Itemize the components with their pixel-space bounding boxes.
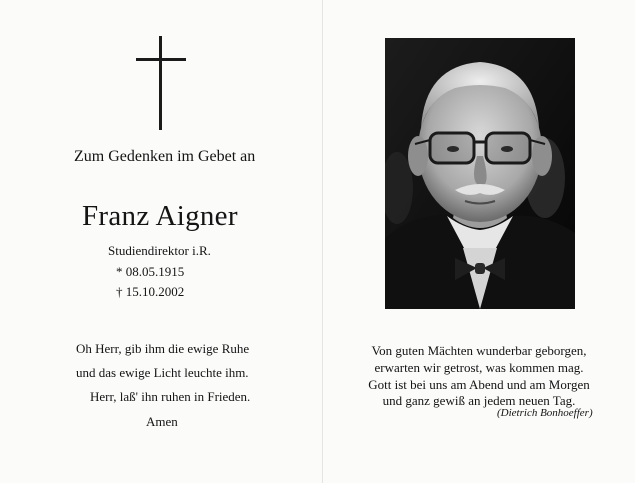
portrait-illustration (385, 38, 575, 309)
prayer-line: Oh Herr, gib ihm die ewige Ruhe (76, 341, 250, 356)
poem-line: erwarten wir getrost, was kommen mag. (374, 360, 584, 375)
memorial-intro: Zum Gedenken im Gebet an (74, 148, 256, 165)
fold-line (322, 0, 323, 483)
death-date: † 15.10.2002 (116, 284, 185, 299)
poem-line: Gott ist bei uns am Abend und am Morgen (368, 377, 590, 392)
poem-line: Von guten Mächten wunderbar geborgen, (371, 343, 587, 358)
amen-text: Amen (146, 414, 178, 429)
cross-horizontal-bar (136, 58, 186, 61)
prayer-line: Herr, laß' ihn ruhen in Frieden. (90, 389, 251, 404)
poem-line: und ganz gewiß an jedem neuen Tag. (382, 393, 576, 408)
portrait-photo (385, 38, 575, 309)
latin-cross-icon (136, 36, 186, 130)
cross-vertical-bar (159, 36, 162, 130)
deceased-title: Studiendirektor i.R. (108, 243, 211, 258)
prayer-line: und das ewige Licht leuchte ihm. (76, 365, 249, 380)
birth-date: * 08.05.1915 (116, 264, 185, 279)
poem-author: (Dietrich Bonhoeffer) (497, 407, 593, 419)
deceased-name: Franz Aigner (82, 200, 238, 232)
